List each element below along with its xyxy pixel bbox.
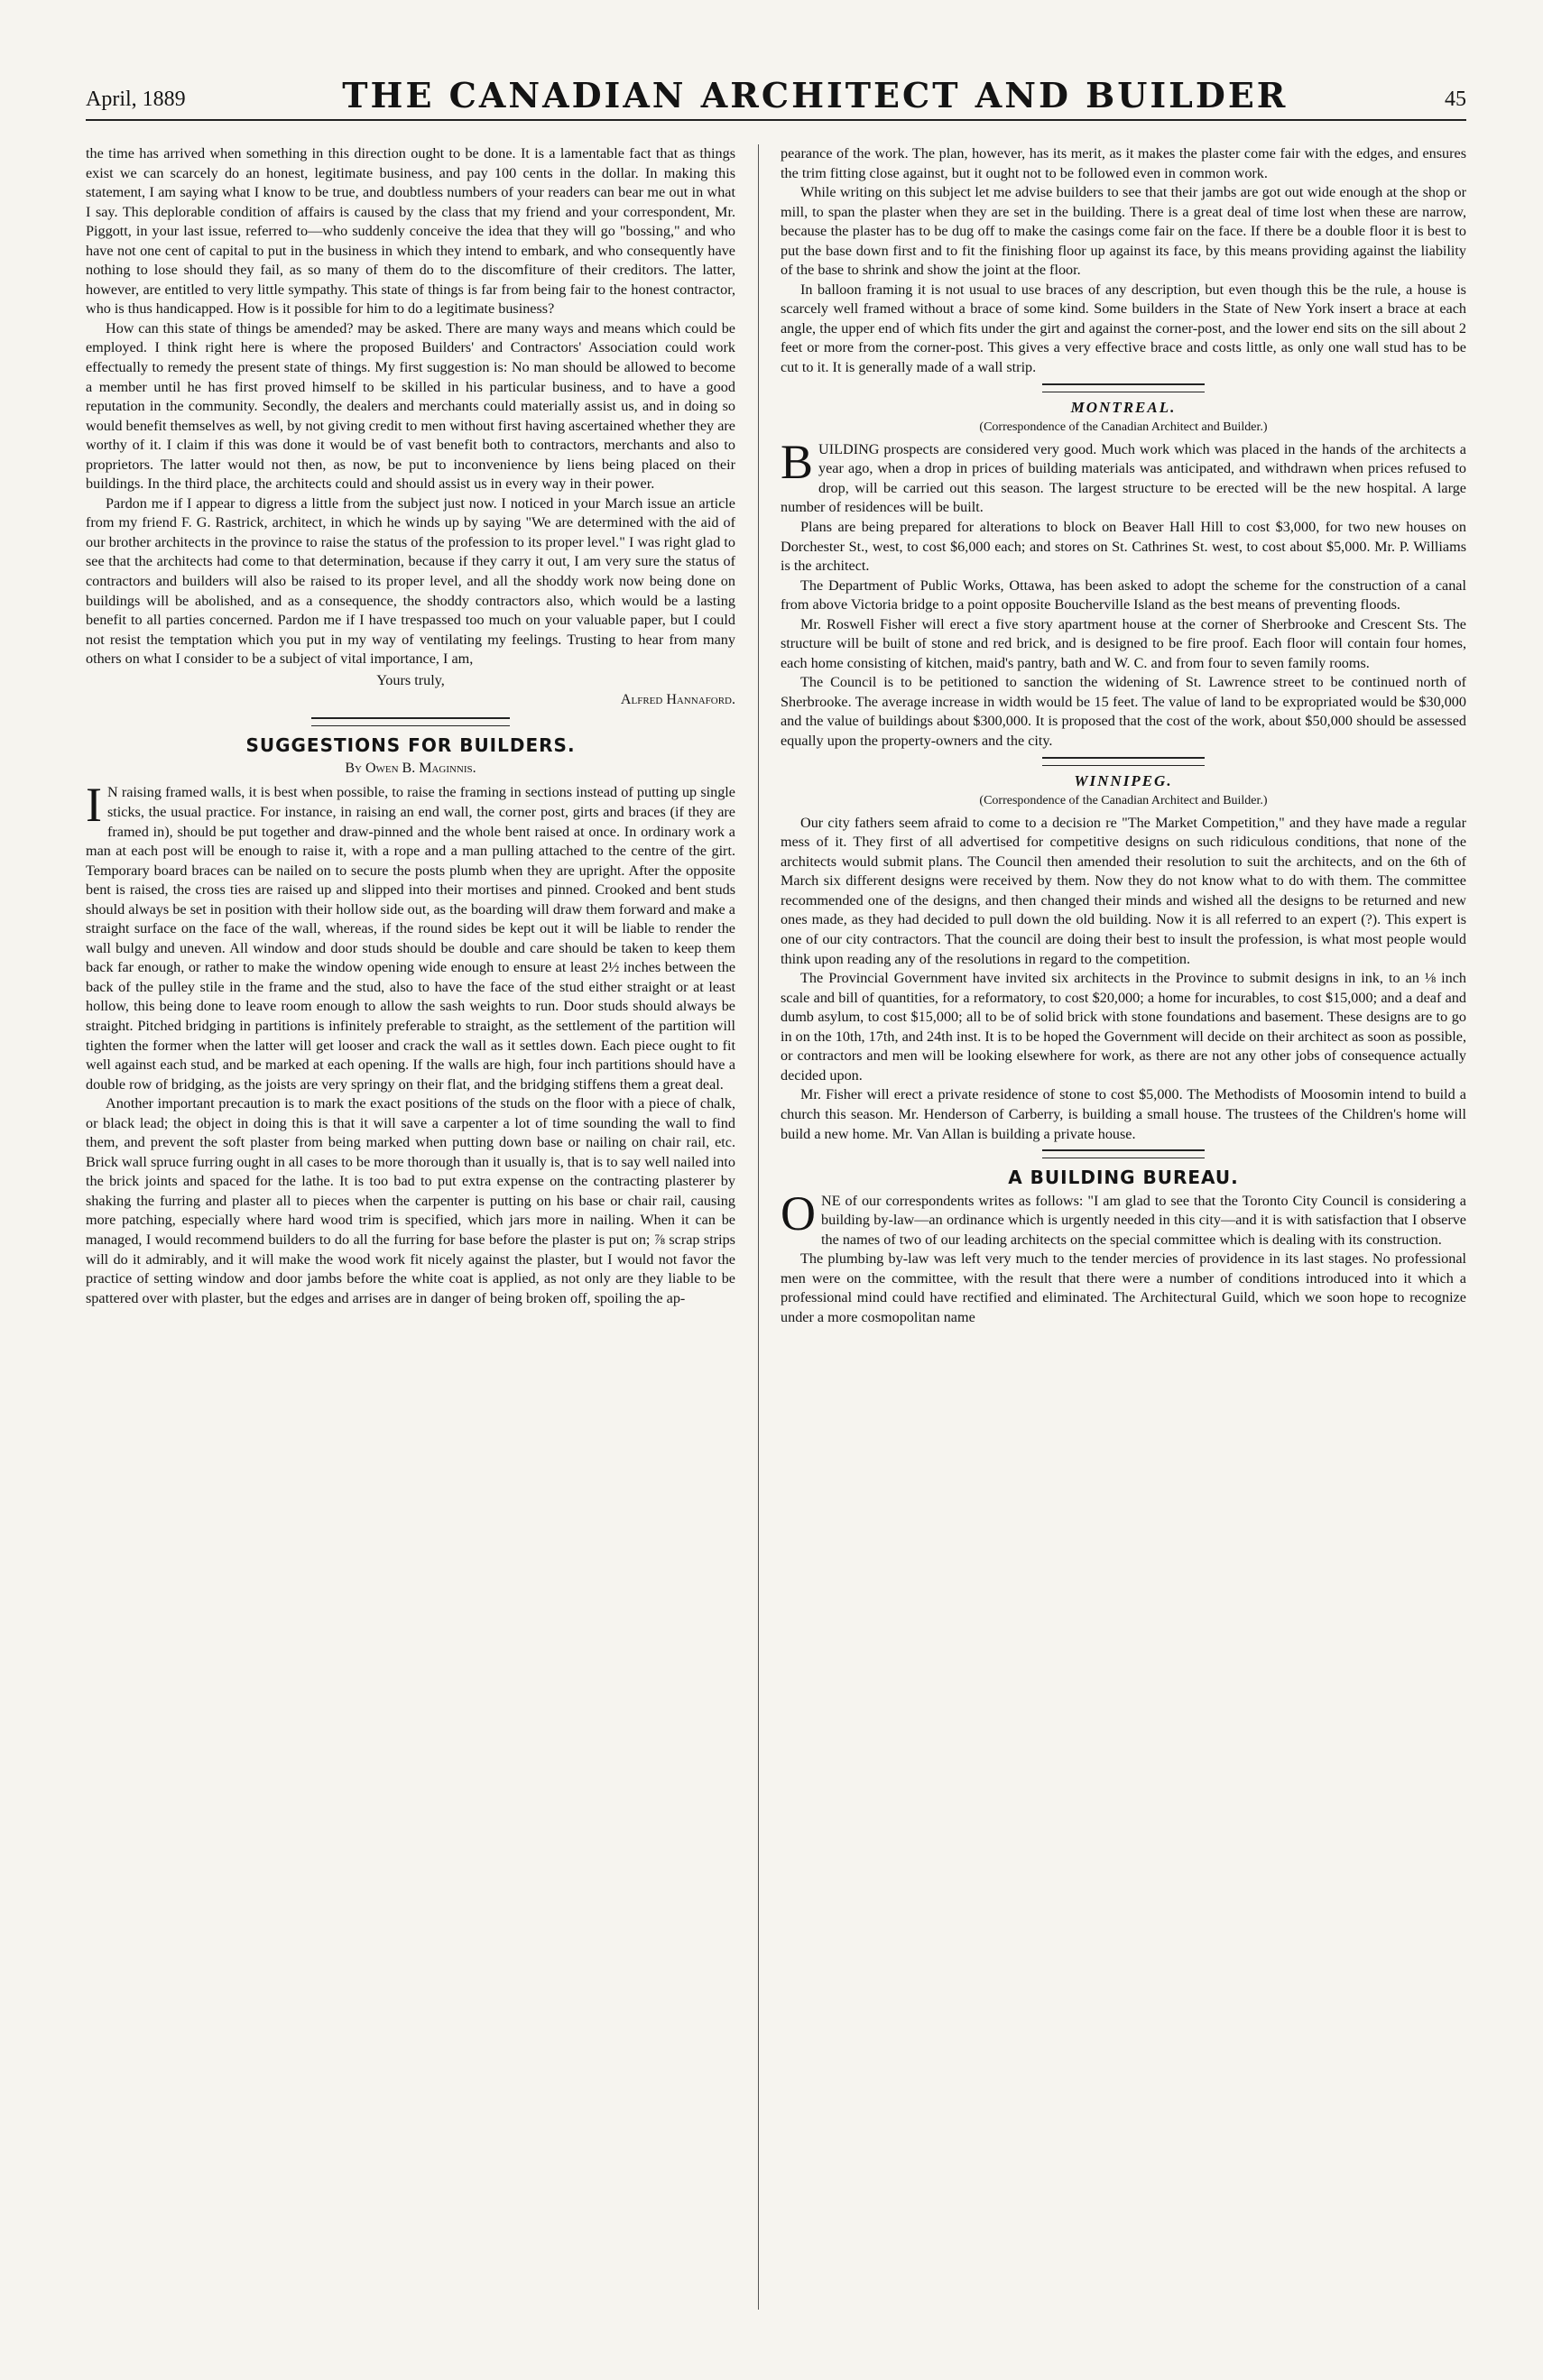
article-paragraph: The Council is to be petitioned to sanction the widening of St. Lawrence street to be continued north of Sherbrooke. The average increase in width would be 15 feet. The value of land to be expropriated would be $30,000 and the value of buildings about $300,000. It is proposed that the cost of the work, about $50,000 should be assessed equally upon the property-owners and the city.	[781, 674, 1466, 749]
masthead	[86, 65, 1466, 121]
letter-closing: Yours truly,	[376, 671, 445, 688]
article-paragraph: The Department of Public Works, Ottawa, has been asked to adopt the scheme for the construction of a canal from above Victoria bridge to a point opposite Boucherville Island as the best means of preventing floods.	[781, 577, 1466, 613]
winnipeg-article	[781, 771, 1466, 1145]
suggestions-article	[86, 733, 735, 1309]
publication-title: THE CANADIAN ARCHITECT AND BUILDER	[342, 75, 1289, 115]
article-paragraph: While writing on this subject let me advise builders to see that their jambs are got out wide enough at the shop or mill, to span the plaster when they are set in the building. There is a great deal of time lost when these are narrow, because the plaster has to be dug off to make the casings come fair on the face. If there be a double floor it is best to put the base down first and to fit the finishing floor up against its face, by this means providing against the liability of the base to shrink and show the joint at the floor.	[781, 184, 1466, 279]
article-title: SUGGESTIONS FOR BUILDERS.	[245, 733, 576, 756]
section-divider	[1042, 1149, 1205, 1158]
drop-cap: B	[781, 434, 814, 489]
letter-paragraph: How can this state of things be amended? may be asked. There are many ways and means which could be employed. I think right here is where the proposed Builders' and Contractors' Association could work effectually to remedy the present state of things. My first suggestion is: No man should be allowed to become a member until he has first proved himself to be skilled in his particular business, and to have a good reputation in the community. Secondly, the dealers and merchants could materially assist us, and in doing so would benefit themselves as well, by not giving credit to men without first having ascertained whether they are worthy of it. I claim if this was done it would be of vast benefit both to contractors, merchants and also to proprietors. The latter would not then, as now, be put to inconvenience by liens being placed on their buildings. In the third place, the architects could and should assist us in every way in their power.	[86, 319, 735, 493]
section-divider	[1042, 757, 1205, 766]
drop-cap: O	[781, 1185, 816, 1241]
page-number: 45	[1444, 88, 1466, 111]
article-paragraph: Another important precaution is to mark the exact positions of the studs on the floor with a piece of chalk, or black lead; the object in doing this is that it will save a carpenter a lot of time sounding the wall to find them, and prevent the soft plaster from being marked when putting down base or nailing on chair rail, etc. Brick wall spruce furring ought in all cases to be more thorough than it usually is, that is to say well nailed into the brick joints and spaced for the lathe. It is too bad to put extra expense on the contracting plasterer by shaking the furring and plaster all to pieces when the carpenter is putting on his base or chair rail, causing more patching, especially where hard wood trim is specified, which jars more in nailing. When it can be managed, I would recommend builders to do all the furring for base before the plaster is put on; ⅞ scrap strips will do it admirably, and it will make the wood work fit nicely against the plaster, but I would not favor the practice of setting window and door jambs before the white coat is applied, as not only are they liable to be spattered over with plaster, but the edges and arrises are in danger of being broken off, spoiling the ap-	[86, 1095, 735, 1306]
paragraph-text: prospects are considered very good. Much work which was placed in the hands of the architects a year ago, when a drop in prices of building materials was anticipated, and withdrawn when prices refused to drop, will be carried out this season. The largest structure to be erected will be the new hospital. A large number of residences will be built.	[781, 440, 1466, 516]
article-paragraph: Plans are being prepared for alterations to block on Beaver Hall Hill to cost $3,000, for two new houses on Dorchester St., west, to cost $6,000 each; and stores on St. Cathrines St. west, to cost about $5,000. Mr. P. Williams is the architect.	[781, 518, 1466, 575]
section-divider	[1042, 383, 1205, 392]
bureau-article	[781, 1166, 1466, 1327]
lead-in: UILDING	[818, 440, 880, 457]
correspondence-note: (Correspondence of the Canadian Architect and Builder.)	[979, 420, 1268, 435]
article-paragraph: In balloon framing it is not usual to use braces of any description, but even though this be the rule, a house is scarcely well framed without a brace of some kind. Some builders in the State of New York insert a brace at each angle, the upper end of which fits under the girt and against the corner-post, and the lower end sits on the sill about 2 feet or more from the corner-post. This gives a very effective brace and costs little, as only one wall stud has to be cut to it. It is generally made of a wall strip.	[781, 281, 1466, 376]
section-divider	[311, 717, 510, 726]
article-title: WINNIPEG.	[1074, 771, 1173, 789]
right-column	[781, 144, 1466, 2310]
column-rule	[758, 144, 759, 2310]
paragraph-text: of our correspondents writes as follows: "I am glad to see that the Toronto City Council is considering a building by-law—an ordinance which is urgently needed in this city—and it is with satisfaction that I observe the names of two of our leading architects on the special committee which is dealing with its construction.	[821, 1192, 1466, 1248]
article-paragraph: pearance of the work. The plan, however, has its merit, as it makes the plaster come fair with the edges, and ensures the trim fitting close against, but it ought not to be followed even in common work.	[781, 145, 1466, 181]
lead-in: NE	[821, 1192, 841, 1209]
article-first-paragraph	[781, 1185, 1466, 1250]
article-first-paragraph	[781, 434, 1466, 518]
correspondence-note: (Correspondence of the Canadian Architect and Builder.)	[979, 794, 1268, 808]
drop-cap: I	[86, 778, 102, 833]
article-paragraph: Our city fathers seem afraid to come to a decision re "The Market Competition," and they have made a regular mess of it. They first of all advertised for competitive designs on such ridiculous conditions, that none of the architects would submit plans. The Council then amended their resolution to suit the architects, and on the 6th of March six different designs were received by them. Now they do not know what to do with them. The committee recommended one of the designs, and then changed their minds and wished all the designs to be returned and new ones made, as they had decided to pull down the old building. Now it is all referred to an expert (?). This expert is one of our city contractors. That the council are doing their best to insult the profession, is what most people would think upon reading any of the resolutions in regard to the competition.	[781, 814, 1466, 967]
article-title: A BUILDING BUREAU.	[1008, 1167, 1239, 1189]
left-column	[86, 144, 735, 2310]
article-first-paragraph	[86, 778, 735, 1094]
letter-paragraph: Pardon me if I appear to digress a little from the subject just now. I noticed in your March issue an article from my friend F. G. Rastrick, architect, in which he winds up by saying "We are determined with the aid of our brother architects in the province to raise the status of the profession to its proper level." I was right glad to see that the architects had come to that determination, because if they carry it out, I am very sure the status of contractors and builders will also be raised to its proper level, and all the shoddy work now being done on buildings will be abolished, and as a consequence, the shoddy contractors also, which would be a lasting benefit to all parties concerned. Pardon me if I have trespassed too much on your valuable paper, but I could not resist the temptation which you put in my way of ventilating my feelings. Trusting to hear from many others on what I consider to be a subject of vital importance, I am,	[86, 494, 735, 668]
suggestions-continued	[781, 144, 1466, 378]
article-byline: By Owen B. Maginnis.	[345, 761, 476, 777]
letter-article	[86, 144, 735, 710]
article-paragraph: The Provincial Government have invited six architects in the Province to submit designs in ink, to an ⅛ inch scale and bill of quantities, for a reformatory, to cost $20,000; a home for incurables, to cost $15,000; and a deaf and dumb asylum, to cost $15,000; all to be of solid brick with stone foundations and basement. These designs are to go in on the 10th, 17th, and 24th inst. It is to be hoped the Government will decide on their architect as soon as possible, or contractors and men will be looking elsewhere for work, as there are not any other jobs of consequence actually decided upon.	[781, 970, 1466, 1084]
issue-date: April, 1889	[86, 88, 186, 111]
letter-signature: Alfred Hannaford.	[620, 692, 735, 708]
article-paragraph: The plumbing by-law was left very much to the tender mercies of providence in its last stages. No professional men were on the committee, with the result that there were a number of conditions introduced into it which a professional mind could have rectified and eliminated. The Architectural Guild, which we soon hope to recognize under a more cosmopolitan name	[781, 1250, 1466, 1325]
article-title: MONTREAL.	[1070, 398, 1177, 416]
montreal-article	[781, 398, 1466, 752]
article-paragraph: Mr. Fisher will erect a private residence of stone to cost $5,000. The Methodists of Moosomin intend to build a church this season. Mr. Henderson of Carberry, is building a small house. The trustees of the Children's home will build a new home. Mr. Van Allan is building a private house.	[781, 1086, 1466, 1142]
letter-paragraph: the time has arrived when something in this direction ought to be done. It is a lamentable fact that as things exist we can scarcely do an honest, legitimate business, and pay 100 cents in the dollar. In making this statement, I am saying what I know to be true, and doubtless numbers of your readers can bear me out in what I say. This deplorable condition of affairs is caused by the class that my friend and your correspondent, Mr. Piggott, in your last issue, referred to—who suddenly conceive the idea that they will go "bossing," and who have not one cent of capital to put in the business in which they intend to embark, and who consequently have nothing to lose should they fail, as so many of them do to the discomfiture of their creditors. The latter, however, are entitled to very little sympathy. This state of things is far from being fair to the honest contractor, who is thus handicapped. How is it possible for him to do a legitimate business?	[86, 145, 735, 318]
lead-in: N	[106, 784, 118, 801]
paragraph-text: raising framed walls, it is best when possible, to raise the framing in sections instead of putting up single sticks, the usual practice. For instance, in raising an end wall, the corner post, girts and braces (if they are framed in), should be put together and draw-pinned and the whole bent raised at once. In ordinary work a man at each post will be enough to raise it, with a rope and a man pulling attached to the centre of the girt. Temporary board braces can be nailed on to secure the posts plumb when they are upright. After the opposite bent is raised, the cross ties are raised up and slipped into their mortises and pinned. Crooked and bent studs should always be set in position with their hollow side out, as the boarding will draw them forward and make a straight surface on the face of the wall, whereas, if the round sides be kept out it will be liable to render the wall bulgy and uneven. All window and door studs should be double and care should be taken to keep them back far enough, or rather to make the window opening wide enough to ensure at least 2½ inches between the back of the pulley stile in the frame and the stud, also to have the face of the stud either straight or at least hollow, this being done to leave room enough to allow the sash weights to run. Door studs should always be straight. Pitched bridging in partitions is infinitely preferable to straight, as the settlement of the partition will tighten the former when the latter will get looser and crack the wall as it settles down. Each piece ought to fit well against each stud, and be marked at each opening. If the walls are high, four inch partitions should have a double row of bridging, as the joists are very springy on their flat, and the bridging stiffens them a great deal.	[86, 784, 735, 1093]
article-paragraph: Mr. Roswell Fisher will erect a five story apartment house at the corner of Sherbrooke and Crescent Sts. The structure will be built of stone and red brick, and is designed to be fire proof. Each floor will contain four homes, each home consisting of kitchen, maid's pantry, bath and W. C. and from four to seven family rooms.	[781, 615, 1466, 671]
